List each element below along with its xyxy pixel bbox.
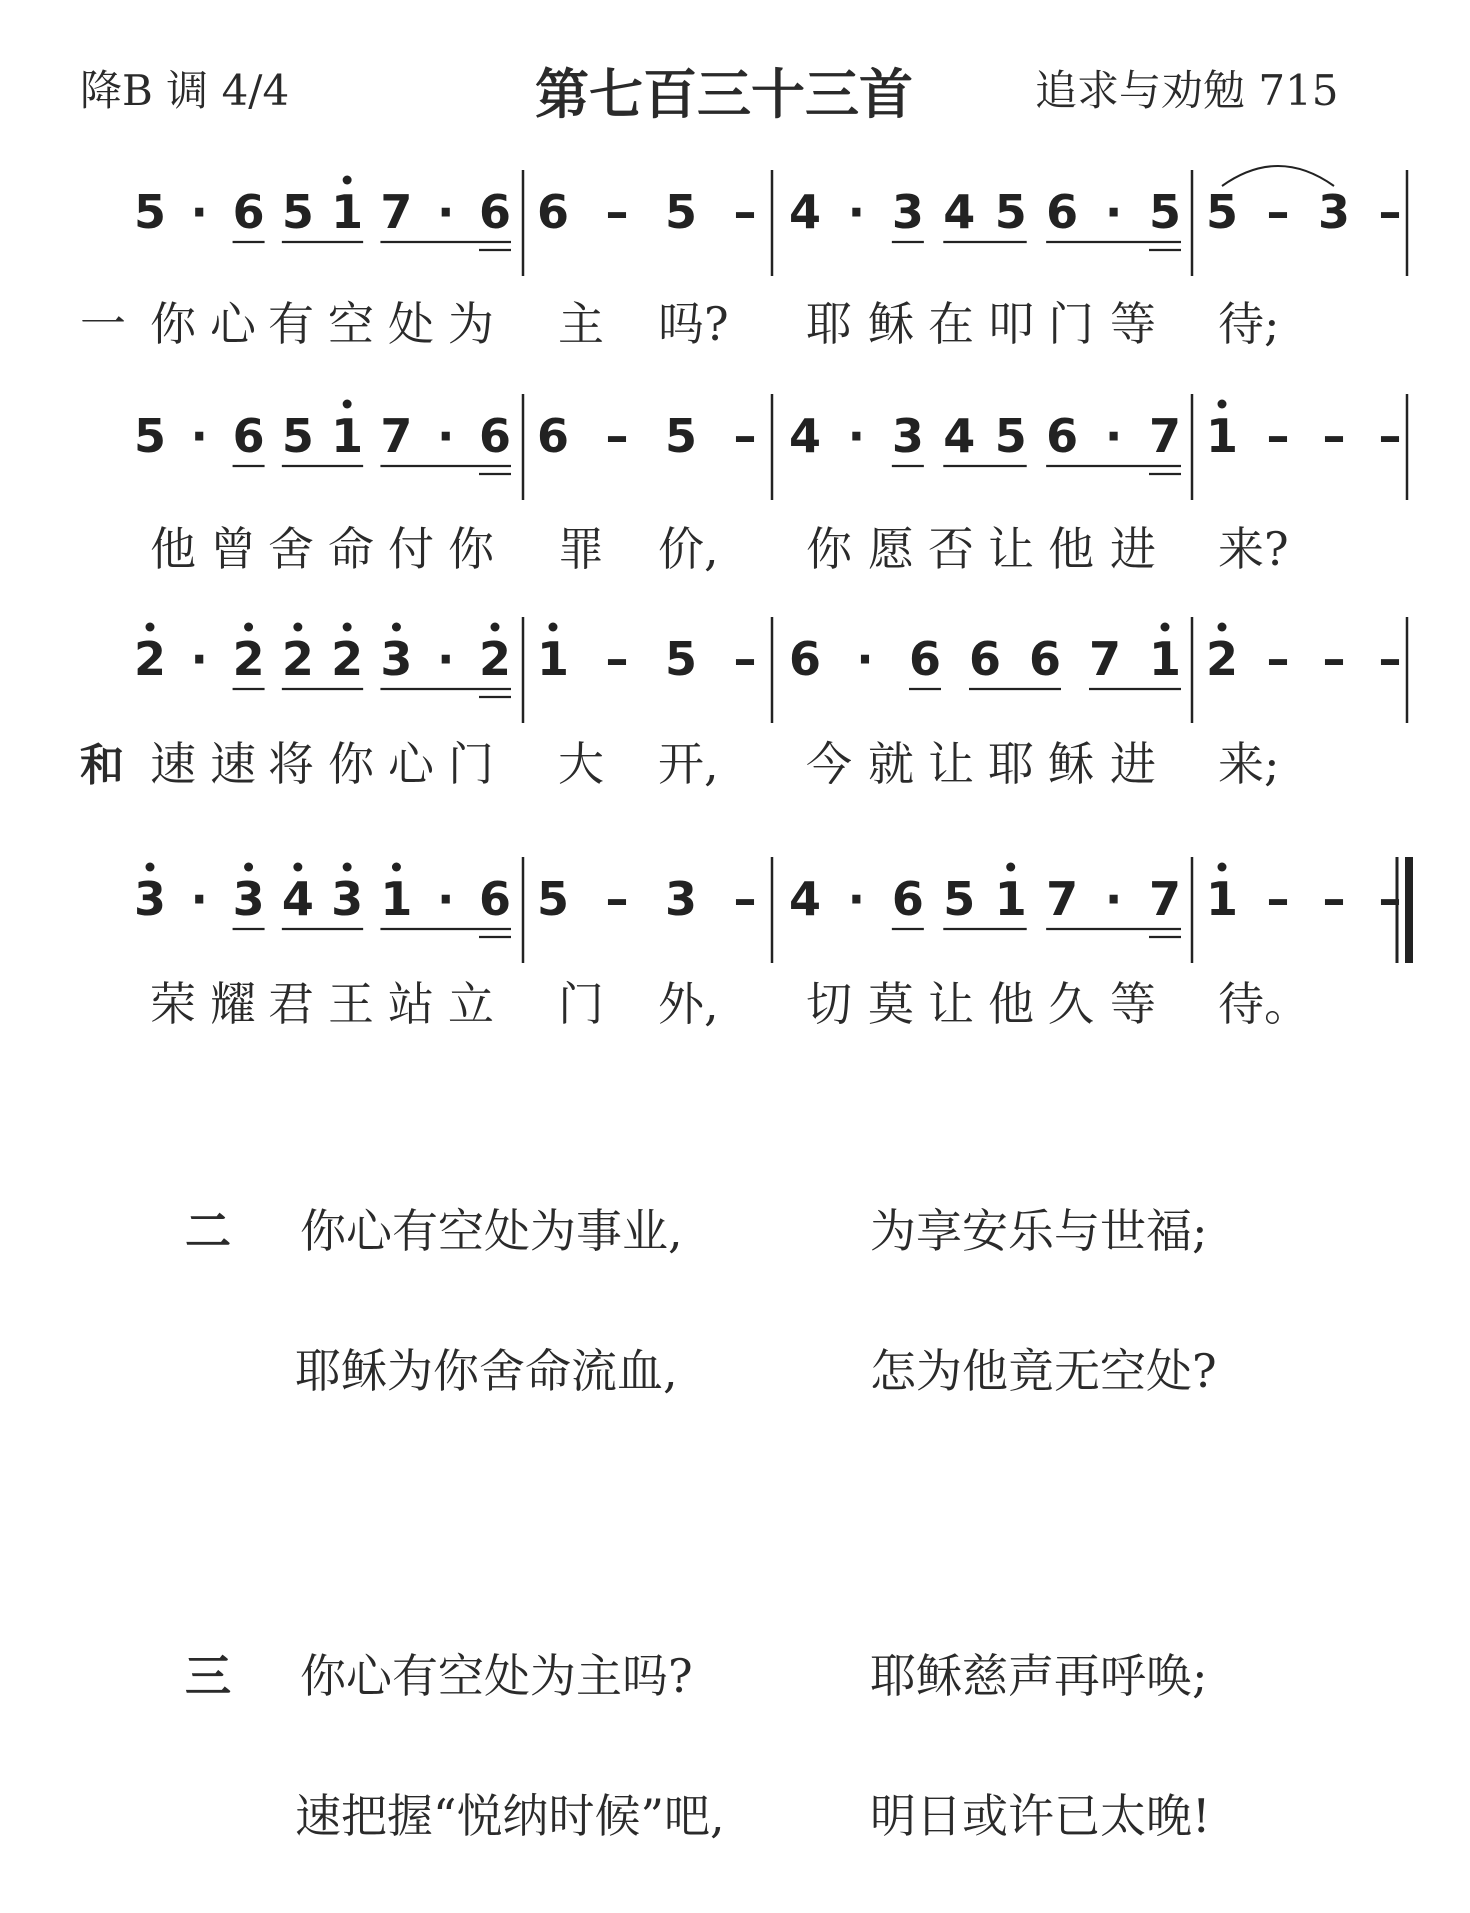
note: 5 [994,409,1027,463]
note: 2 [232,632,265,686]
key-signature: 降B 调 4/4 [80,66,290,115]
augmentation-dot: · [847,872,866,926]
note: 6 [1046,409,1079,463]
lyric-character: 稣 [1048,737,1094,791]
lyric-character: 大 [558,737,604,791]
note: 5 [943,872,976,926]
note: 6 [478,872,512,926]
lyric-character: 处 [388,297,434,351]
lyric-character: 来? [1218,522,1289,576]
lyric-character: 你 [150,297,196,351]
lyric-character: 让 [928,737,974,791]
lyric-character: 曾 [210,522,256,576]
duration-dash: – [733,632,757,686]
note: 6 [788,632,822,686]
lyric-character: 外, [658,977,719,1031]
augmentation-dot: · [436,632,455,686]
lyric-character: 今 [806,737,852,791]
lyric-character: 在 [928,297,974,351]
duration-dash: – [1378,409,1402,463]
note: 6 [232,185,265,239]
note: 3 [331,872,364,926]
lyric-character: 门 [448,737,494,791]
note: 3 [232,872,265,926]
note: 2 [281,632,314,686]
lyric-character: 君 [268,977,314,1031]
duration-dash: – [1378,632,1402,686]
lyric-character: 切 [806,977,852,1031]
high-octave-dot [244,863,253,872]
lyric-character: 久 [1048,977,1094,1031]
note: 4 [788,185,822,239]
lyric-character: 你 [448,522,494,576]
note: 3 [891,409,924,463]
note: 5 [664,185,698,239]
augmentation-dot: · [847,409,866,463]
note: 5 [536,872,570,926]
note: 2 [133,632,167,686]
high-octave-dot [1161,623,1170,632]
verse-label: 三 [185,1649,231,1703]
augmentation-dot: · [190,409,209,463]
note: 7 [1046,872,1079,926]
lyric-character: 来; [1218,737,1280,791]
duration-dash: – [733,185,757,239]
note: 6 [478,409,512,463]
note: 1 [331,185,364,239]
note: 4 [788,872,822,926]
lyric-character: 耀 [210,977,256,1031]
augmentation-dot: · [1104,872,1123,926]
augmentation-dot: · [856,632,874,686]
verse-line-second-half: 耶稣慈声再呼唤; [870,1649,1208,1703]
lyric-character: 就 [868,737,914,791]
note: 6 [478,185,512,239]
augmentation-dot: · [436,872,455,926]
hymn-title: 第七百三十三首 [535,63,913,126]
lyric-character: 稣 [868,297,914,351]
high-octave-dot [146,863,155,872]
note: 5 [133,409,167,463]
note: 5 [1205,185,1239,239]
note: 5 [281,185,314,239]
lyric-character: 耶 [806,297,852,351]
lyric-character: 速 [150,737,196,791]
note: 7 [1148,872,1182,926]
lyric-character: 等 [1110,297,1156,351]
lyric-character: 价, [658,522,719,576]
lyric-character: 他 [988,977,1034,1031]
high-octave-dot [343,176,352,185]
note: 6 [968,632,1002,686]
note: 2 [478,632,512,686]
augmentation-dot: · [190,872,209,926]
augmentation-dot: · [847,185,866,239]
lyric-character: 他 [150,522,196,576]
duration-dash: – [1322,409,1346,463]
augmentation-dot: · [1104,185,1123,239]
note: 1 [1148,632,1182,686]
verse-line-second-half: 为享安乐与世福; [870,1204,1208,1258]
lyric-character: 为 [448,297,494,351]
note: 3 [891,185,924,239]
duration-dash: – [733,872,757,926]
duration-dash: – [1266,872,1290,926]
note: 1 [1205,409,1239,463]
high-octave-dot [343,623,352,632]
high-octave-dot [244,623,253,632]
high-octave-dot [392,623,401,632]
lyric-character: 立 [448,977,494,1031]
note: 6 [908,632,942,686]
lyric-character: 命 [328,522,374,576]
augmentation-dot: · [190,632,209,686]
note: 3 [380,632,413,686]
duration-dash: – [605,185,629,239]
lyric-character: 待; [1218,297,1280,351]
high-octave-dot [491,623,500,632]
note: 7 [380,409,413,463]
note: 7 [380,185,413,239]
duration-dash: – [605,632,629,686]
lyric-character: 舍 [268,522,314,576]
lyric-character: 门 [1048,297,1094,351]
note: 5 [1148,185,1182,239]
lyric-character: 门 [558,977,604,1031]
high-octave-dot [146,623,155,632]
lyric-character: 王 [328,977,374,1031]
lyric-character: 付 [388,522,434,576]
high-octave-dot [549,623,558,632]
note: 1 [380,872,413,926]
note: 5 [281,409,314,463]
lyric-character: 他 [1048,522,1094,576]
high-octave-dot [1218,400,1227,409]
verse-line-second-half: 怎为他竟无空处? [870,1344,1217,1398]
note: 6 [891,872,924,926]
lyric-character: 你 [806,522,852,576]
note: 3 [133,872,167,926]
high-octave-dot [293,863,302,872]
augmentation-dot: · [1104,409,1123,463]
lyric-character: 荣 [150,977,196,1031]
lyric-character: 愿 [868,522,914,576]
verse-line-first-half: 耶稣为你舍命流血, [295,1344,678,1398]
lyric-character: 等 [1110,977,1156,1031]
lyric-character: 空 [328,297,374,351]
note: 6 [1028,632,1062,686]
tie-arc [1222,166,1334,186]
verse-line-first-half: 你心有空处为主吗? [300,1649,693,1703]
lyric-character: 有 [268,297,314,351]
note: 2 [1205,632,1239,686]
note: 5 [994,185,1027,239]
lyric-character: 将 [268,737,314,791]
note: 5 [133,185,167,239]
lyric-character: 叩 [988,297,1034,351]
hymn-source: 追求与劝勉 715 [1035,66,1339,115]
note: 4 [943,409,976,463]
lyric-character: 进 [1110,737,1156,791]
note: 1 [1205,872,1239,926]
note: 3 [664,872,698,926]
duration-dash: – [1378,872,1402,926]
lyric-character: 让 [928,977,974,1031]
duration-dash: – [605,409,629,463]
high-octave-dot [1218,623,1227,632]
lyric-character: 主 [558,297,604,351]
lyric-character: 速 [210,737,256,791]
lyric-character: 心 [210,297,256,351]
lyric-character: 待。 [1218,977,1310,1031]
augmentation-dot: · [436,185,455,239]
duration-dash: – [1266,185,1290,239]
note: 4 [281,872,314,926]
note: 1 [331,409,364,463]
note: 4 [788,409,822,463]
duration-dash: – [1266,409,1290,463]
high-octave-dot [343,400,352,409]
duration-dash: – [1322,872,1346,926]
note: 3 [1317,185,1351,239]
lyric-character: 否 [928,522,974,576]
verse-label: 二 [185,1204,231,1258]
lyric-character: 吗? [658,297,729,351]
note: 7 [1148,409,1182,463]
augmentation-dot: · [436,409,455,463]
lyric-character: 进 [1110,522,1156,576]
lyric-character: 开, [658,737,719,791]
note: 6 [1046,185,1079,239]
note: 6 [536,185,570,239]
note: 6 [536,409,570,463]
verse-line-first-half: 速把握“悦纳时候”吧, [295,1789,725,1843]
verse-label: 和 [80,740,124,791]
lyric-character: 让 [988,522,1034,576]
lyric-character: 你 [328,737,374,791]
lyric-character: 莫 [868,977,914,1031]
high-octave-dot [1218,863,1227,872]
duration-dash: – [1378,185,1402,239]
note: 1 [536,632,570,686]
note: 1 [994,872,1027,926]
note: 5 [664,409,698,463]
high-octave-dot [293,623,302,632]
augmentation-dot: · [190,185,209,239]
note: 7 [1088,632,1122,686]
note: 2 [331,632,364,686]
note: 4 [943,185,976,239]
duration-dash: – [733,409,757,463]
verse-label: 一 [80,297,126,351]
note: 6 [232,409,265,463]
verse-line-first-half: 你心有空处为事业, [300,1204,683,1258]
high-octave-dot [392,863,401,872]
high-octave-dot [1006,863,1015,872]
lyric-character: 耶 [988,737,1034,791]
lyric-character: 站 [388,977,434,1031]
duration-dash: – [1266,632,1290,686]
note: 5 [664,632,698,686]
lyric-character: 心 [388,737,434,791]
duration-dash: – [605,872,629,926]
verse-line-second-half: 明日或许已太晚! [870,1789,1211,1843]
lyric-character: 罪 [558,522,604,576]
duration-dash: – [1322,632,1346,686]
high-octave-dot [343,863,352,872]
